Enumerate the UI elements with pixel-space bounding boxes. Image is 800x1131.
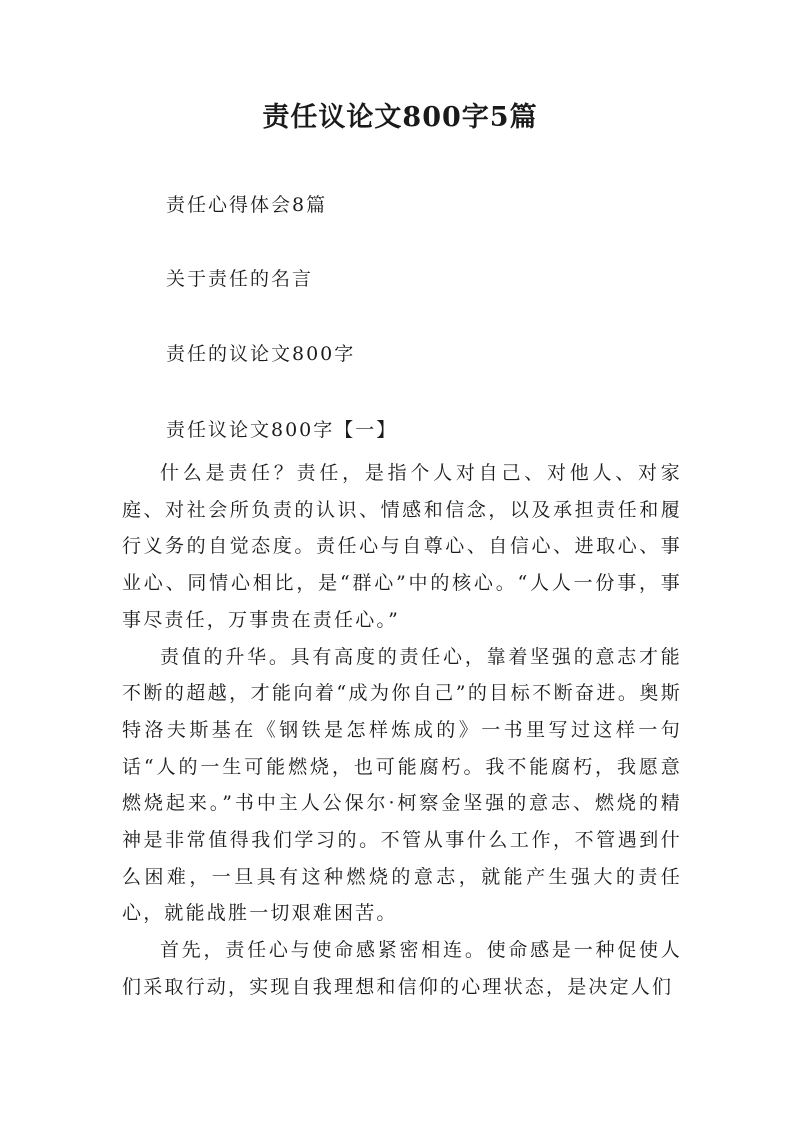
related-link-2[interactable]: 关于责任的名言 [166, 268, 314, 290]
document-title: 责任议论文800字5篇 [262, 102, 538, 133]
section-heading: 责任议论文800字【一】 [166, 419, 398, 441]
paragraph-1: 什么是责任？责任，是指个人对自己、对他人、对家庭、对社会所负责的认识、情感和信念，以及承担责任和履行义务的自觉态度。责任心与自尊心、自信心、进取心、事业心、同情心相比，是“群心”中的核心。“人人一份事，事事尽责任，万事贵在责任心。” [122, 462, 682, 631]
paragraph-2: 责值的升华。具有高度的责任心，靠着坚强的意志才能不断的超越，才能向着“成为你自己”的目标不断奋进。奥斯特洛夫斯基在《钢铁是怎样炼成的》一书里写过这样一句话“人的一生可能燃烧，也可能腐朽。我不能腐朽，我愿意燃烧起来。”书中主人公保尔·柯察金坚强的意志、燃烧的精神是非常值得我们学习的。不管从事什么工作，不管遇到什么困难，一旦具有这种燃烧的意志，就能产生强大的责任心，就能战胜一切艰难困苦。 [122, 645, 682, 925]
related-link-3[interactable]: 责任的议论文800字 [166, 343, 356, 365]
paragraph-3: 首先，责任心与使命感紧密相连。使命感是一种促使人们采取行动，实现自我理想和信仰的心理状态，是决定人们 [122, 939, 682, 998]
related-link-1[interactable]: 责任心得体会8篇 [166, 194, 328, 216]
article-body [122, 455, 682, 1006]
